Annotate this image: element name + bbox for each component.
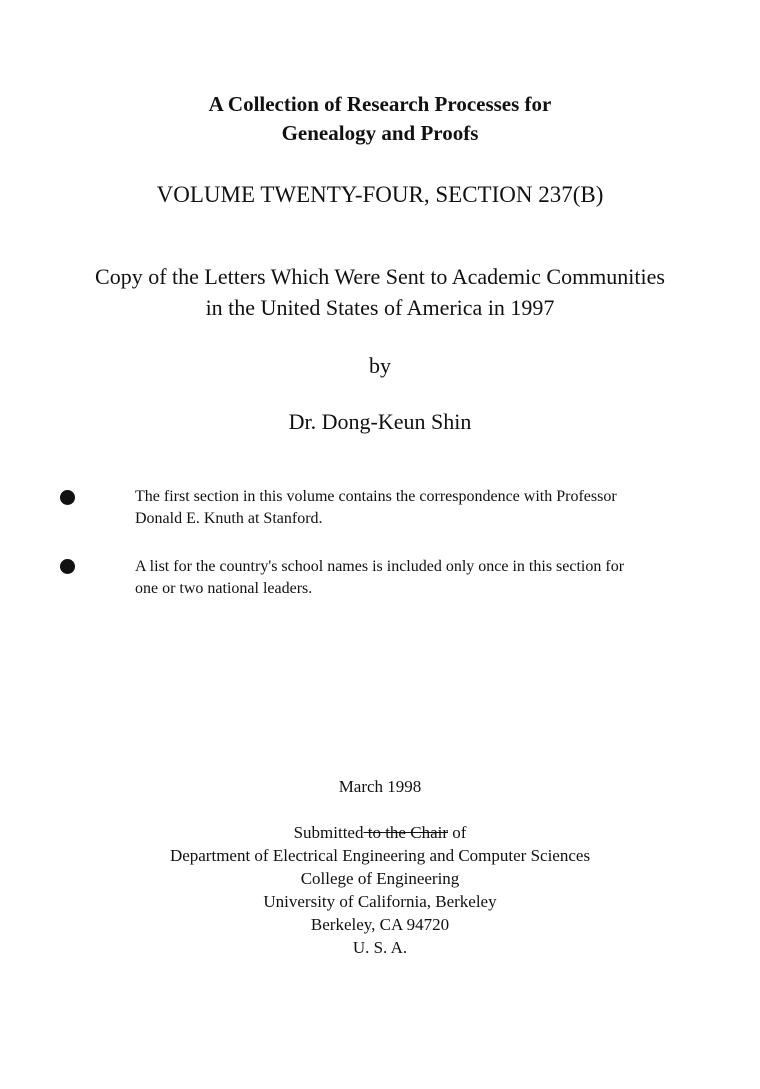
address-city: Berkeley, CA 94720 [310, 915, 450, 934]
struck-text: to the Chair [363, 823, 448, 842]
volume-heading: VOLUME TWENTY-FOUR, SECTION 237(B) [156, 182, 604, 207]
submitted-word: Submitted [293, 823, 364, 842]
title-line-2: Genealogy and Proofs [281, 121, 479, 145]
bullet-dot-2 [60, 559, 75, 574]
address-department: Department of Electrical Engineering and Computer Sciences [169, 846, 591, 865]
subtitle-line-1: Copy of the Letters Which Were Sent to Academic Communities [95, 264, 665, 289]
subtitle-line-2: in the United States of America in 1997 [205, 295, 555, 320]
bullet-1-line-2: Donald E. Knuth at Stanford. [135, 510, 323, 527]
bullet-2-line-1: A list for the country's school names is included only once in this section for [135, 558, 625, 575]
author-name: Dr. Dong-Keun Shin [288, 409, 472, 434]
bullet-dot-1 [60, 490, 75, 505]
submitted-line [0, 822, 760, 844]
address-country: U. S. A. [352, 938, 408, 957]
address-university: University of California, Berkeley [263, 892, 497, 911]
by-label: by [369, 353, 391, 378]
date: March 1998 [338, 777, 422, 796]
bullet-item-1 [135, 486, 725, 530]
bullet-item-2 [135, 556, 725, 600]
title-line-1: A Collection of Research Processes for [208, 92, 552, 116]
submitted-of: of [448, 823, 467, 842]
bullet-1-line-1: The first section in this volume contains the correspondence with Professor [135, 488, 617, 505]
bullet-2-line-2: one or two national leaders. [135, 580, 313, 597]
address-college: College of Engineering [300, 869, 460, 888]
